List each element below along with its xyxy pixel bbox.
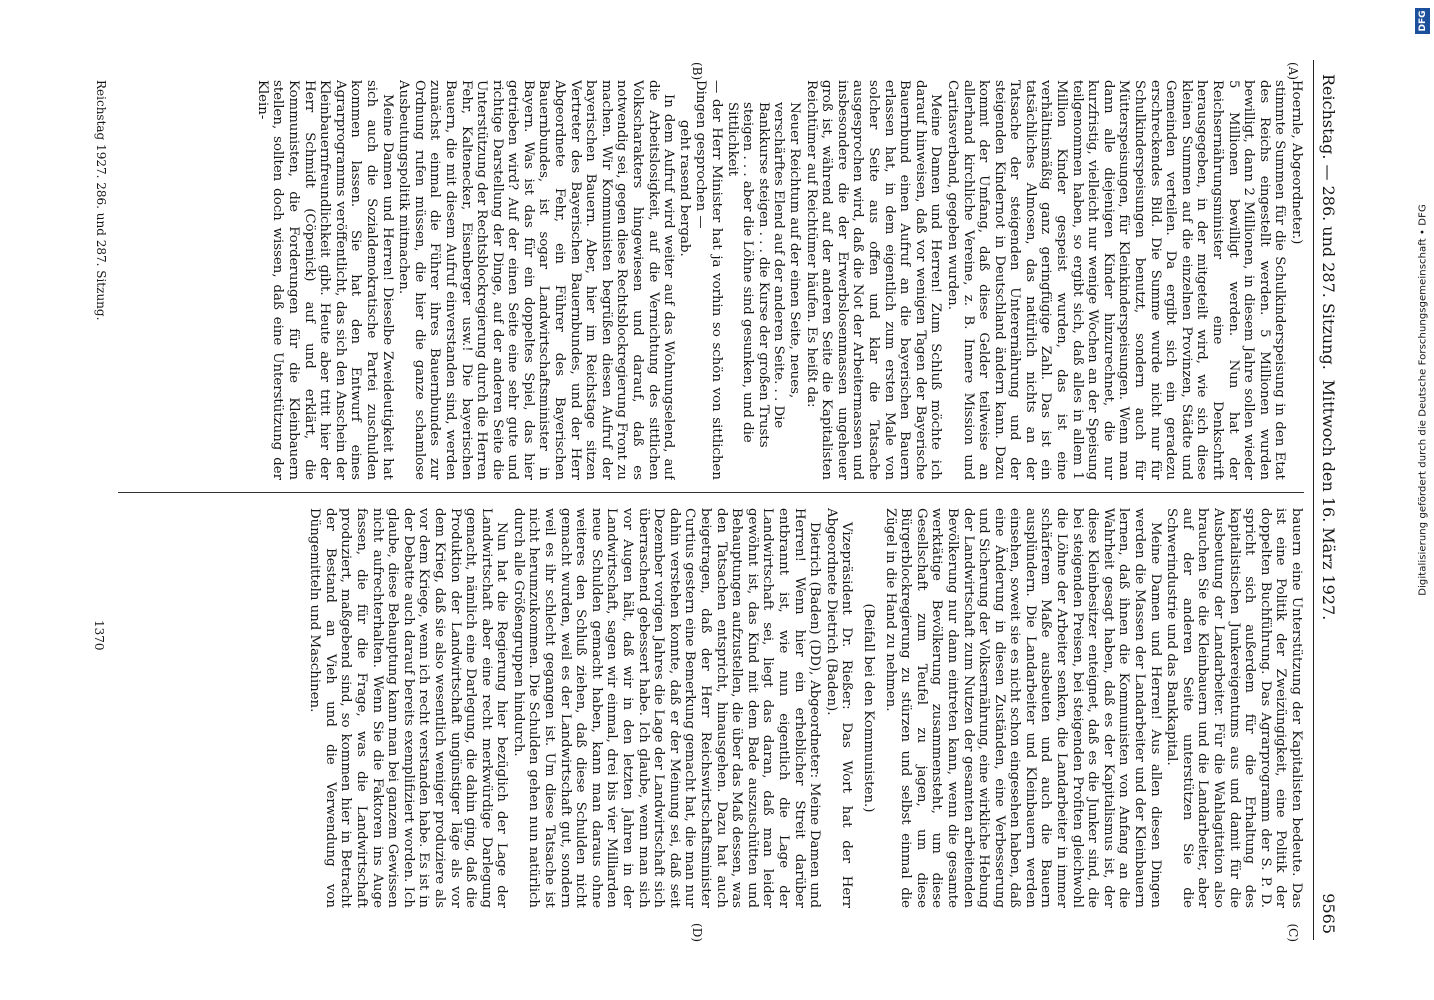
scanned-page-area [88, 50, 1338, 950]
footer-left: Reichstag 1927. 286. und 287. Sitzung. [93, 80, 108, 321]
quote-line: geht rasend bergab. [676, 120, 692, 257]
left-column [110, 80, 1304, 480]
dfg-credit-strip [1412, 0, 1434, 1000]
page-number: 9565 [1319, 893, 1338, 934]
paragraph: Meine Damen und Herren! Zum Schluß möchte ich darauf hinweisen, daß vor wenigen Tagen der Bayerische Bauernbund einen Aufruf an die bayerischen Bauern erlassen hat, in dem eigentlich zum ersten Male von solcher Seite aus offen und klar die Tatsache ausgesprochen wird, daß die Not der Arbeitermassen und insbesondere die der Erwerbslosenmassen ungeheuer groß ist, während auf der anderen Seite die Kapitalisten Reichtümer auf Reichtümer häufen. Es heißt da: [803, 80, 944, 480]
paragraph: Hoernle, Abgeordneter.) [1289, 80, 1304, 245]
margin-marker-b: (B) [690, 62, 704, 81]
right-column [110, 508, 1304, 908]
column-divider [118, 492, 1304, 493]
header-left: Reichstag. — 286. und 287. Sitzung. [1319, 74, 1338, 370]
margin-marker-d: (D) [690, 923, 704, 942]
speaker-intro: Vizepräsident Dr. Rießer: Das Wort hat der Herr Abgeordnete Dietrich (Baden). [823, 508, 855, 908]
page-header [1313, 60, 1338, 940]
paragraph: stimmte Summen für die Schulkinderspeisung in den Etat des Reichs eingestellt werden. 5 Millionen wurden bewilligt, dann 2 Millionen, in diesem Jahre sollen wieder 5 Millionen bewilligt werden. Nun hat der Reichsernährungsminister eine Denkschrift herausgegeben, in der mitgeteilt wird, wie sich diese kleinen Summen auf die einzelnen Provinzen, Städte und Gemeinden verteilen. Da ergibt sich ein geradezu erschreckendes Bild. Die Summe wurde nicht nur für Schulkinderspeisungen benutzt, sondern auch für Mütterspeisungen, für Kleinkinderspeisungen. Wenn man dann alle diejenigen Kinder hinzurechnet, die nur kurzfristig, vielleicht nur wenige Wochen an der Speisung teilgenommen haben, so ergibt sich, daß alles in allem 1 Million Kinder gespeist wurden, das ist eine verhältnismäßig ganz geringfügige Zahl. Das ist ein tatsächliches Almosen, das natürlich nichts an der Tatsache der steigenden Unterernährung und der steigenden Kindernot in Deutschland ändern kann. Dazu kommt der Umfang, daß diese Gelder teilweise an allerhand kirchliche Vereine, z. B. Innere Mission und Caritasverband, gegeben wurden. [944, 80, 1288, 480]
quote-block: Neuer Reichtum auf der einen Seite, neues, verschärftes Elend auf der anderen Seite. . . Die Bankkurse steigen . . . die Kurse der großen Trusts steigen . . . aber die Löhne sind gesunken, und die Sittlichkeit [724, 102, 802, 448]
applause-note: (Beifall bei den Kommunisten.) [860, 603, 876, 813]
dfg-logo [1415, 8, 1430, 34]
margin-marker-a: (A) [1286, 62, 1300, 81]
header-date: Mittwoch den 16. März 1927. [1319, 379, 1338, 621]
dfg-logo-text: DFG [1417, 10, 1428, 32]
paragraph: Meine Damen und Herren! Aus allen diesen Dingen werden die Massen der Landarbeiter und der Kleinbauern lernen, daß ihnen die Kommunisten von Anfang an die Wahrheit gesagt haben, daß es der Kapitalismus ist, der diese Kleinbesitzer enteignet, daß es die Junker sind, die bei steigenden Preisen, bei steigenden Profiten gleichwohl die Löhne der Arbeiter senken, die Landarbeiter in immer schärferem Maße ausbeuten und auch die Bauern ausplündern. Die Landarbeiter und Kleinbauern werden einsehen, soweit sie es nicht schon eingesehen haben, daß eine Änderung in diesen Zuständen, eine Verbesserung und Sicherung der Volksernährung, eine wirkliche Hebung der Landwirtschaft zum Nutzen der gesamten arbeitenden Bevölkerung nur dann eintreten kann, wenn die gesamte werktätige Bevölkerung zusammensteht, um diese Gesellschaft zum Teufel zu jagen, um diese Bürgerblockregierung zu stürzen und selbst einmal die Zügel in die Hand zu nehmen. [882, 508, 1163, 908]
interjection: — der Herr Minister hat ja vorhin so schön von sittlichen Dingen gesprochen — [693, 80, 725, 480]
paragraph: Nun hat die Regierung hier bezüglich der Lage der Landwirtschaft aber eine recht merkwürdige Darlegung gemacht, nämlich eine Darlegung, die dahin ging, daß die Produktion der Landwirtschaft ungünstiger läge als vor dem Krieg, daß sie also wesentlich weniger produziere als vor dem Kriege, wenn ich recht verstanden habe. Es ist in der Debatte auch darauf bereits exemplifiziert worden. Ich glaube, diese Behauptung kann man bei ganzem Gewissen nicht aufrechterhalten. Wenn Sie die Faktoren ins Auge fassen, die für die Frage, was die Landwirtschaft produziert, maßgebend sind, so kommen hier in Betracht der Bestand an Vieh und die Verwendung von Düngemitteln und Maschinen. [307, 508, 510, 908]
footer-sheet-number: 1370 [91, 620, 106, 651]
paragraph: bauern eine Unterstützung der Kapitalisten bedeute. Das ist eine Politik der Zweizüngigkeit, eine Politik der doppelten Buchführung. Das Agrarprogramm der S. P. D. spricht sich außerdem für die Erhaltung des kapitalistischen Junkereigentums aus und damit für die Ausbeutung der Landarbeiter. Für die Wahlagitation also brauchen Sie die Kleinbauern und die Landarbeiter, aber auf der anderen Seite unterstützen Sie die Schwerindustrie und das Bankkapital. [1164, 508, 1304, 908]
margin-marker-c: (C) [1286, 923, 1300, 942]
paragraph: In dem Aufruf wird weiter auf das Wohnungselend, auf die Arbeitslosigkeit, auf die Vernichtung des sittlichen Volkscharakters hingewiesen und darauf, daß es notwendig sei, gegen diese Rechtsblockregierung Front zu machen. Wir Kommunisten begrüßen diesen Aufruf der bayerischen Bauern. Aber, hier im Reichstage sitzen Vertreter des Bayerischen Bauernbundes, und der Herr Abgeordnete Fehr, ein Führer des Bayerischen Bauernbundes, ist sogar Landwirtschaftsminister in Bayern. Was ist das für ein doppeltes Spiel, das hier getrieben wird? Auf der einen Seite eine sehr gute und richtige Darstellung der Dinge, auf der anderen Seite die Unterstützung der Rechtsblockregierung durch die Herren Fehr, Kaltenecker, Eisenberger usw.! Die bayerischen Bauern, die mit diesem Aufruf einverstanden sind, werden zunächst einmal die Führer ihres Bauernbundes zur Ordnung rufen müssen, die hier die ganze schamlose Ausbeutungspolitik mitmachen. [396, 80, 677, 480]
dfg-credit-text: Digitalisierung gefördert durch die Deutsche Forschungsgemeinschaft • DFG [1417, 204, 1429, 596]
paragraph: Meine Damen und Herren! Dieselbe Zweideutigkeit hat sich auch die Sozialdemokratische Partei zuschulden kommen lassen. Sie hat den Entwurf eines Agrarprogramms veröffentlicht, das sich den Anschein der Kleinbauernfreundlichkeit gibt. Heute aber tritt hier der Herr Schmidt (Cöpenick) auf und erklärt, die Kommunisten, die Forderungen für die Kleinbauern stellen, sollten doch wissen, daß eine Unterstützung der Klein- [254, 80, 395, 480]
scanned-page [88, 60, 1338, 940]
paragraph: Dietrich (Baden) (DD), Abgeordneter: Meine Damen und Herren! Wenn hier ein erheblicher Streit darüber entbrannt ist, wie nun eigentlich die Lage der Landwirtschaft sei, liegt das daran, daß man leider gewöhnt ist, das Kind mit dem Bade auszuschütten und Behauptungen aufzustellen, die über das Maß dessen, was den Tatsachen entspricht, hinausgehen. Dazu hat auch beigetragen, daß der Herr Reichswirtschaftsminister Curtius gestern eine Bemerkung gemacht hat, die man nur dahin verstehen konnte, daß er der Meinung sei, daß seit Dezember vorigen Jahres die Lage der Landwirtschaft sich überraschend gebessert habe. Ich glaube, wenn man sich vor Augen hält, daß wir in den letzten Jahren in der Landwirtschaft, sagen wir einmal, drei bis vier Milliarden neue Schulden gemacht haben, kann man daraus ohne weiteres den Schluß ziehen, daß diese Schulden nicht gemacht wurden, weil es der Landwirtschaft gut, sondern weil es ihr schlecht gegangen ist. Um diese Tatsache ist nicht herumzukommen. Die Schulden gehen nun natürlich durch alle Größengruppen hindurch. [510, 508, 823, 908]
